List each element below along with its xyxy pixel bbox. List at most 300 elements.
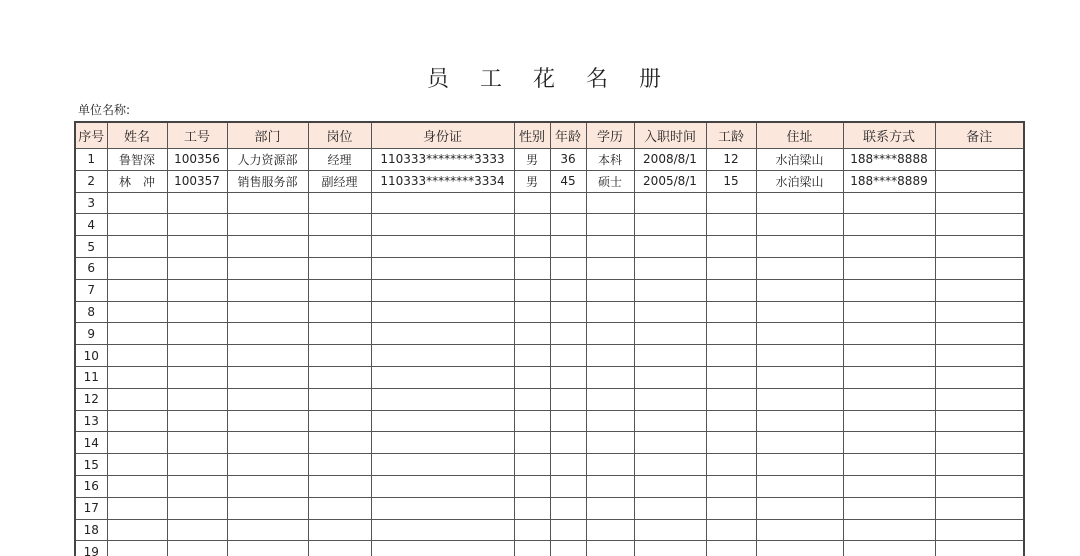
cell-education[interactable] xyxy=(586,214,634,236)
cell-id-card[interactable] xyxy=(371,497,514,519)
cell-seniority[interactable]: 12 xyxy=(706,149,756,171)
cell-name[interactable] xyxy=(107,410,167,432)
cell-contact[interactable]: 188****8889 xyxy=(843,170,935,192)
col-header-seq[interactable]: 序号 xyxy=(75,122,107,149)
col-header-hire-date[interactable]: 入职时间 xyxy=(634,122,706,149)
cell-gender[interactable] xyxy=(514,541,550,556)
cell-education[interactable] xyxy=(586,388,634,410)
cell-seq[interactable]: 17 xyxy=(75,497,107,519)
cell-education[interactable] xyxy=(586,345,634,367)
cell-seq[interactable]: 13 xyxy=(75,410,107,432)
cell-remarks[interactable] xyxy=(935,257,1024,279)
cell-hire-date[interactable]: 2005/8/1 xyxy=(634,170,706,192)
cell-gender[interactable] xyxy=(514,236,550,258)
cell-address[interactable] xyxy=(756,497,843,519)
cell-position[interactable] xyxy=(308,366,371,388)
cell-address[interactable] xyxy=(756,257,843,279)
cell-employee-id[interactable] xyxy=(167,323,227,345)
cell-gender[interactable] xyxy=(514,519,550,541)
table-body xyxy=(75,149,1024,556)
cell-age[interactable] xyxy=(550,279,586,301)
cell-hire-date[interactable] xyxy=(634,236,706,258)
cell-address[interactable] xyxy=(756,454,843,476)
table-row xyxy=(75,388,1024,410)
cell-remarks[interactable] xyxy=(935,432,1024,454)
document-title: 员 工 花 名 册 xyxy=(427,67,673,92)
cell-employee-id[interactable] xyxy=(167,279,227,301)
cell-seq[interactable]: 4 xyxy=(75,214,107,236)
cell-position[interactable]: 经理 xyxy=(308,149,371,171)
cell-remarks[interactable] xyxy=(935,214,1024,236)
cell-gender[interactable] xyxy=(514,192,550,214)
cell-contact[interactable] xyxy=(843,475,935,497)
cell-age[interactable] xyxy=(550,410,586,432)
cell-seniority[interactable] xyxy=(706,345,756,367)
cell-education[interactable]: 本科 xyxy=(586,149,634,171)
cell-id-card[interactable]: 110333********3334 xyxy=(371,170,514,192)
cell-position[interactable] xyxy=(308,541,371,556)
cell-id-card[interactable] xyxy=(371,345,514,367)
cell-contact[interactable] xyxy=(843,214,935,236)
cell-id-card[interactable]: 110333********3333 xyxy=(371,149,514,171)
cell-remarks[interactable] xyxy=(935,366,1024,388)
cell-remarks[interactable] xyxy=(935,236,1024,258)
cell-name[interactable] xyxy=(107,475,167,497)
cell-name[interactable] xyxy=(107,388,167,410)
cell-employee-id[interactable] xyxy=(167,410,227,432)
cell-name[interactable] xyxy=(107,323,167,345)
cell-gender[interactable] xyxy=(514,366,550,388)
cell-gender[interactable]: 男 xyxy=(514,170,550,192)
cell-remarks[interactable] xyxy=(935,323,1024,345)
cell-address[interactable] xyxy=(756,236,843,258)
cell-position[interactable] xyxy=(308,432,371,454)
cell-hire-date[interactable] xyxy=(634,541,706,556)
cell-name[interactable] xyxy=(107,519,167,541)
col-header-age[interactable]: 年龄 xyxy=(550,122,586,149)
cell-department[interactable] xyxy=(227,214,308,236)
cell-position[interactable] xyxy=(308,323,371,345)
cell-hire-date[interactable] xyxy=(634,454,706,476)
cell-age[interactable]: 36 xyxy=(550,149,586,171)
table-row xyxy=(75,192,1024,214)
cell-contact[interactable] xyxy=(843,301,935,323)
cell-department[interactable] xyxy=(227,257,308,279)
cell-id-card[interactable] xyxy=(371,279,514,301)
cell-hire-date[interactable] xyxy=(634,214,706,236)
cell-seq[interactable]: 6 xyxy=(75,257,107,279)
cell-department[interactable] xyxy=(227,432,308,454)
cell-seniority[interactable]: 15 xyxy=(706,170,756,192)
cell-seq[interactable]: 12 xyxy=(75,388,107,410)
cell-contact[interactable] xyxy=(843,236,935,258)
cell-address[interactable] xyxy=(756,519,843,541)
table-row xyxy=(75,149,1024,171)
cell-hire-date[interactable] xyxy=(634,301,706,323)
cell-seniority[interactable] xyxy=(706,214,756,236)
cell-education[interactable] xyxy=(586,497,634,519)
cell-position[interactable]: 副经理 xyxy=(308,170,371,192)
cell-address[interactable] xyxy=(756,301,843,323)
cell-seniority[interactable] xyxy=(706,410,756,432)
cell-remarks[interactable] xyxy=(935,388,1024,410)
cell-position[interactable] xyxy=(308,279,371,301)
cell-hire-date[interactable] xyxy=(634,410,706,432)
cell-name[interactable] xyxy=(107,279,167,301)
cell-hire-date[interactable] xyxy=(634,279,706,301)
cell-education[interactable] xyxy=(586,541,634,556)
table-row xyxy=(75,214,1024,236)
cell-id-card[interactable] xyxy=(371,519,514,541)
cell-id-card[interactable] xyxy=(371,236,514,258)
cell-address[interactable] xyxy=(756,541,843,556)
cell-contact[interactable] xyxy=(843,541,935,556)
table-row xyxy=(75,345,1024,367)
cell-hire-date[interactable] xyxy=(634,388,706,410)
cell-employee-id[interactable] xyxy=(167,475,227,497)
cell-employee-id[interactable] xyxy=(167,388,227,410)
cell-age[interactable] xyxy=(550,497,586,519)
cell-hire-date[interactable] xyxy=(634,345,706,367)
cell-employee-id[interactable] xyxy=(167,257,227,279)
table-row xyxy=(75,279,1024,301)
cell-contact[interactable] xyxy=(843,366,935,388)
cell-education[interactable] xyxy=(586,257,634,279)
cell-seq[interactable]: 19 xyxy=(75,541,107,556)
cell-department[interactable] xyxy=(227,323,308,345)
cell-seq[interactable]: 3 xyxy=(75,192,107,214)
cell-address[interactable] xyxy=(756,323,843,345)
cell-name[interactable] xyxy=(107,497,167,519)
cell-employee-id[interactable] xyxy=(167,454,227,476)
cell-contact[interactable] xyxy=(843,454,935,476)
cell-education[interactable] xyxy=(586,366,634,388)
cell-gender[interactable] xyxy=(514,410,550,432)
col-header-address[interactable]: 住址 xyxy=(756,122,843,149)
cell-age[interactable] xyxy=(550,323,586,345)
cell-department[interactable] xyxy=(227,366,308,388)
cell-age[interactable] xyxy=(550,388,586,410)
cell-name[interactable] xyxy=(107,301,167,323)
cell-name[interactable] xyxy=(107,236,167,258)
cell-name[interactable] xyxy=(107,257,167,279)
cell-seq[interactable]: 10 xyxy=(75,345,107,367)
cell-seq[interactable]: 1 xyxy=(75,149,107,171)
cell-address[interactable] xyxy=(756,388,843,410)
cell-hire-date[interactable] xyxy=(634,519,706,541)
cell-age[interactable] xyxy=(550,541,586,556)
cell-department[interactable]: 销售服务部 xyxy=(227,170,308,192)
unit-name-label: 单位名称: xyxy=(78,103,131,117)
cell-address[interactable] xyxy=(756,279,843,301)
cell-id-card[interactable] xyxy=(371,541,514,556)
cell-department[interactable] xyxy=(227,236,308,258)
cell-hire-date[interactable] xyxy=(634,475,706,497)
cell-department[interactable] xyxy=(227,454,308,476)
cell-remarks[interactable] xyxy=(935,170,1024,192)
cell-education[interactable] xyxy=(586,279,634,301)
cell-remarks[interactable] xyxy=(935,541,1024,556)
cell-department[interactable] xyxy=(227,192,308,214)
cell-address[interactable] xyxy=(756,410,843,432)
cell-department[interactable] xyxy=(227,541,308,556)
cell-name[interactable] xyxy=(107,192,167,214)
cell-seq[interactable]: 18 xyxy=(75,519,107,541)
cell-employee-id[interactable]: 100357 xyxy=(167,170,227,192)
cell-age[interactable] xyxy=(550,301,586,323)
cell-gender[interactable] xyxy=(514,279,550,301)
table-row xyxy=(75,236,1024,258)
cell-contact[interactable] xyxy=(843,388,935,410)
cell-remarks[interactable] xyxy=(935,345,1024,367)
cell-name[interactable] xyxy=(107,366,167,388)
cell-position[interactable] xyxy=(308,345,371,367)
cell-seniority[interactable] xyxy=(706,497,756,519)
cell-department[interactable] xyxy=(227,279,308,301)
col-header-position[interactable]: 岗位 xyxy=(308,122,371,149)
col-header-education[interactable]: 学历 xyxy=(586,122,634,149)
cell-seq[interactable]: 2 xyxy=(75,170,107,192)
cell-age[interactable] xyxy=(550,432,586,454)
cell-seniority[interactable] xyxy=(706,301,756,323)
cell-contact[interactable] xyxy=(843,410,935,432)
cell-seq[interactable]: 14 xyxy=(75,432,107,454)
cell-contact[interactable] xyxy=(843,279,935,301)
cell-id-card[interactable] xyxy=(371,388,514,410)
table-row xyxy=(75,432,1024,454)
col-header-id-card[interactable]: 身份证 xyxy=(371,122,514,149)
cell-education[interactable] xyxy=(586,323,634,345)
cell-address[interactable] xyxy=(756,366,843,388)
cell-name[interactable] xyxy=(107,541,167,556)
table-row xyxy=(75,410,1024,432)
cell-position[interactable] xyxy=(308,410,371,432)
cell-id-card[interactable] xyxy=(371,257,514,279)
cell-education[interactable] xyxy=(586,192,634,214)
cell-seniority[interactable] xyxy=(706,192,756,214)
cell-department[interactable] xyxy=(227,345,308,367)
cell-employee-id[interactable] xyxy=(167,345,227,367)
cell-age[interactable] xyxy=(550,192,586,214)
cell-contact[interactable]: 188****8888 xyxy=(843,149,935,171)
cell-employee-id[interactable] xyxy=(167,192,227,214)
cell-id-card[interactable] xyxy=(371,301,514,323)
cell-remarks[interactable] xyxy=(935,279,1024,301)
cell-remarks[interactable] xyxy=(935,301,1024,323)
cell-position[interactable] xyxy=(308,214,371,236)
cell-address[interactable]: 水泊梁山 xyxy=(756,149,843,171)
cell-gender[interactable] xyxy=(514,388,550,410)
cell-seniority[interactable] xyxy=(706,454,756,476)
cell-position[interactable] xyxy=(308,454,371,476)
cell-position[interactable] xyxy=(308,192,371,214)
cell-id-card[interactable] xyxy=(371,410,514,432)
col-header-seniority[interactable]: 工龄 xyxy=(706,122,756,149)
cell-gender[interactable] xyxy=(514,497,550,519)
cell-contact[interactable] xyxy=(843,345,935,367)
cell-gender[interactable] xyxy=(514,454,550,476)
cell-position[interactable] xyxy=(308,475,371,497)
cell-seq[interactable]: 5 xyxy=(75,236,107,258)
cell-seniority[interactable] xyxy=(706,366,756,388)
cell-employee-id[interactable] xyxy=(167,432,227,454)
cell-address[interactable] xyxy=(756,214,843,236)
cell-seniority[interactable] xyxy=(706,475,756,497)
cell-seq[interactable]: 7 xyxy=(75,279,107,301)
cell-department[interactable] xyxy=(227,497,308,519)
cell-hire-date[interactable] xyxy=(634,257,706,279)
cell-remarks[interactable] xyxy=(935,497,1024,519)
cell-position[interactable] xyxy=(308,497,371,519)
table-row xyxy=(75,497,1024,519)
cell-education[interactable] xyxy=(586,475,634,497)
cell-education[interactable] xyxy=(586,236,634,258)
cell-gender[interactable] xyxy=(514,475,550,497)
cell-position[interactable] xyxy=(308,236,371,258)
cell-department[interactable] xyxy=(227,475,308,497)
cell-name[interactable]: 鲁智深 xyxy=(107,149,167,171)
cell-age[interactable] xyxy=(550,236,586,258)
cell-age[interactable] xyxy=(550,454,586,476)
cell-age[interactable] xyxy=(550,475,586,497)
cell-name[interactable] xyxy=(107,345,167,367)
col-header-name[interactable]: 姓名 xyxy=(107,122,167,149)
cell-seniority[interactable] xyxy=(706,388,756,410)
cell-remarks[interactable] xyxy=(935,454,1024,476)
cell-gender[interactable] xyxy=(514,432,550,454)
cell-employee-id[interactable]: 100356 xyxy=(167,149,227,171)
cell-gender[interactable] xyxy=(514,323,550,345)
cell-age[interactable] xyxy=(550,214,586,236)
cell-contact[interactable] xyxy=(843,432,935,454)
table-row xyxy=(75,170,1024,192)
col-header-employee-id[interactable]: 工号 xyxy=(167,122,227,149)
cell-seq[interactable]: 9 xyxy=(75,323,107,345)
cell-education[interactable] xyxy=(586,432,634,454)
cell-gender[interactable]: 男 xyxy=(514,149,550,171)
table-row xyxy=(75,454,1024,476)
cell-contact[interactable] xyxy=(843,192,935,214)
cell-education[interactable] xyxy=(586,301,634,323)
cell-id-card[interactable] xyxy=(371,323,514,345)
cell-age[interactable] xyxy=(550,257,586,279)
cell-department[interactable] xyxy=(227,388,308,410)
cell-seq[interactable]: 11 xyxy=(75,366,107,388)
cell-address[interactable] xyxy=(756,475,843,497)
cell-contact[interactable] xyxy=(843,257,935,279)
cell-age[interactable] xyxy=(550,366,586,388)
cell-age[interactable]: 45 xyxy=(550,170,586,192)
cell-seniority[interactable] xyxy=(706,541,756,556)
cell-seniority[interactable] xyxy=(706,236,756,258)
cell-department[interactable]: 人力资源部 xyxy=(227,149,308,171)
cell-age[interactable] xyxy=(550,519,586,541)
cell-department[interactable] xyxy=(227,519,308,541)
cell-address[interactable] xyxy=(756,345,843,367)
cell-employee-id[interactable] xyxy=(167,497,227,519)
col-header-contact[interactable]: 联系方式 xyxy=(843,122,935,149)
cell-id-card[interactable] xyxy=(371,214,514,236)
cell-id-card[interactable] xyxy=(371,192,514,214)
cell-address[interactable] xyxy=(756,432,843,454)
cell-employee-id[interactable] xyxy=(167,519,227,541)
cell-position[interactable] xyxy=(308,519,371,541)
cell-department[interactable] xyxy=(227,410,308,432)
cell-position[interactable] xyxy=(308,301,371,323)
cell-education[interactable]: 硕士 xyxy=(586,170,634,192)
cell-employee-id[interactable] xyxy=(167,214,227,236)
cell-remarks[interactable] xyxy=(935,519,1024,541)
cell-employee-id[interactable] xyxy=(167,236,227,258)
cell-id-card[interactable] xyxy=(371,454,514,476)
cell-contact[interactable] xyxy=(843,519,935,541)
cell-gender[interactable] xyxy=(514,345,550,367)
cell-position[interactable] xyxy=(308,257,371,279)
cell-education[interactable] xyxy=(586,454,634,476)
cell-id-card[interactable] xyxy=(371,366,514,388)
cell-seq[interactable]: 15 xyxy=(75,454,107,476)
col-header-remarks[interactable]: 备注 xyxy=(935,122,1024,149)
cell-gender[interactable] xyxy=(514,257,550,279)
cell-remarks[interactable] xyxy=(935,410,1024,432)
col-header-gender[interactable]: 性别 xyxy=(514,122,550,149)
cell-hire-date[interactable] xyxy=(634,192,706,214)
cell-education[interactable] xyxy=(586,519,634,541)
cell-contact[interactable] xyxy=(843,323,935,345)
cell-employee-id[interactable] xyxy=(167,541,227,556)
cell-remarks[interactable] xyxy=(935,149,1024,171)
cell-remarks[interactable] xyxy=(935,475,1024,497)
cell-hire-date[interactable] xyxy=(634,323,706,345)
cell-address[interactable] xyxy=(756,192,843,214)
cell-name[interactable] xyxy=(107,214,167,236)
header-row xyxy=(75,122,1024,149)
table-row xyxy=(75,323,1024,345)
cell-gender[interactable] xyxy=(514,301,550,323)
cell-address[interactable]: 水泊梁山 xyxy=(756,170,843,192)
cell-id-card[interactable] xyxy=(371,475,514,497)
cell-position[interactable] xyxy=(308,388,371,410)
cell-seniority[interactable] xyxy=(706,519,756,541)
employee-roster-table xyxy=(74,121,1025,556)
cell-seq[interactable]: 8 xyxy=(75,301,107,323)
cell-employee-id[interactable] xyxy=(167,301,227,323)
cell-seniority[interactable] xyxy=(706,323,756,345)
cell-hire-date[interactable] xyxy=(634,432,706,454)
cell-id-card[interactable] xyxy=(371,432,514,454)
cell-name[interactable]: 林 冲 xyxy=(107,170,167,192)
cell-seniority[interactable] xyxy=(706,257,756,279)
cell-employee-id[interactable] xyxy=(167,366,227,388)
cell-name[interactable] xyxy=(107,454,167,476)
cell-hire-date[interactable] xyxy=(634,497,706,519)
cell-gender[interactable] xyxy=(514,214,550,236)
cell-education[interactable] xyxy=(586,410,634,432)
cell-remarks[interactable] xyxy=(935,192,1024,214)
cell-age[interactable] xyxy=(550,345,586,367)
cell-contact[interactable] xyxy=(843,497,935,519)
cell-hire-date[interactable] xyxy=(634,366,706,388)
cell-seq[interactable]: 16 xyxy=(75,475,107,497)
cell-seniority[interactable] xyxy=(706,279,756,301)
cell-seniority[interactable] xyxy=(706,432,756,454)
table-row xyxy=(75,475,1024,497)
cell-name[interactable] xyxy=(107,432,167,454)
col-header-department[interactable]: 部门 xyxy=(227,122,308,149)
cell-department[interactable] xyxy=(227,301,308,323)
cell-hire-date[interactable]: 2008/8/1 xyxy=(634,149,706,171)
table-row xyxy=(75,257,1024,279)
